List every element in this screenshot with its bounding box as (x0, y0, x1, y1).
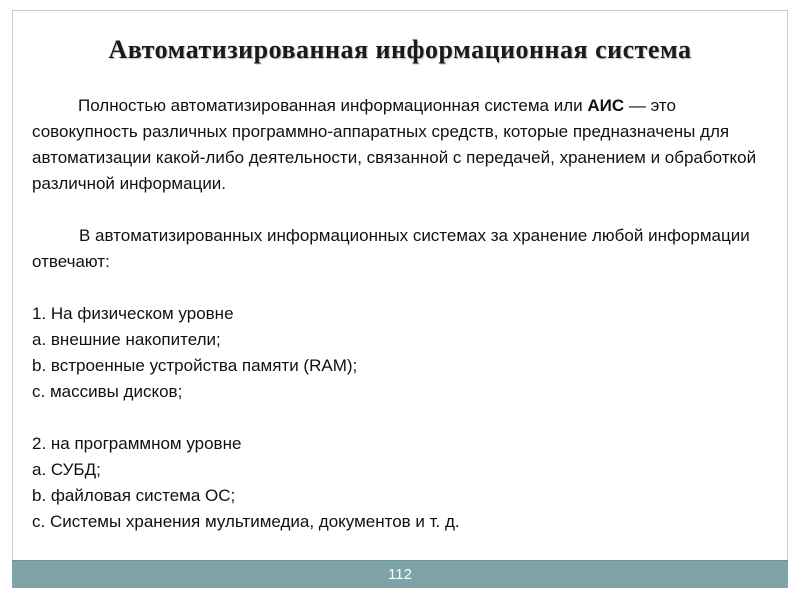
list-item: b. встроенные устройства памяти (RAM); (32, 356, 358, 375)
storage-paragraph: В автоматизированных информационных системах за хранение любой информации отвечают: (32, 226, 750, 271)
list-item: c. Системы хранения мультимедиа, документов и т. д. (32, 512, 460, 531)
spacer (32, 275, 772, 301)
intro-paragraph (32, 93, 772, 197)
footer-bar (12, 560, 788, 588)
spacer (32, 405, 772, 431)
list-item: c. массивы дисков; (32, 382, 183, 401)
storage-group-physical (32, 301, 772, 405)
group-heading: 2. на программном уровне (32, 434, 242, 453)
storage-group-software (32, 431, 772, 535)
intro-text-after: — это совокупность различных программно-аппаратных средств, которые предназначены для автоматизации какой-либо деятельности, связанной с передачей, хранением и обработкой различной информации. (32, 96, 757, 193)
intro-text-before: Полностью автоматизированная информационная система или (78, 96, 588, 115)
list-item: b. файловая система ОС; (32, 486, 236, 505)
slide-content (32, 93, 772, 535)
slide-frame (12, 10, 788, 588)
spacer (32, 197, 772, 223)
group-heading: 1. На физическом уровне (32, 304, 234, 323)
slide-title: Автоматизированная информационная система (108, 35, 692, 64)
list-item: a. внешние накопители; (32, 330, 221, 349)
list-item: a. СУБД; (32, 460, 101, 479)
intro-abbreviation: АИС (587, 96, 625, 115)
page-number: 112 (388, 566, 412, 583)
